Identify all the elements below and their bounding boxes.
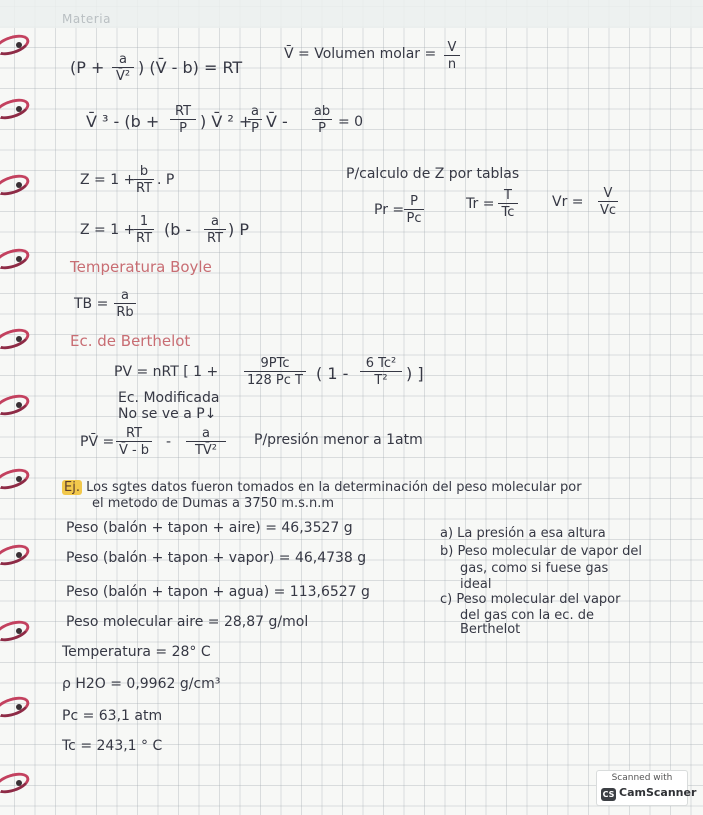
data-item: Pc = 63,1 atm [62, 708, 163, 724]
vdw-right: ) (V̄ - b) = RT [138, 58, 243, 77]
spiral-ring-icon [0, 396, 26, 410]
spiral-ring-icon [0, 774, 26, 788]
boyle-heading: Temperatura Boyle [70, 258, 212, 276]
spiral-ring-icon [0, 330, 26, 344]
exercise-tag: Ej. [64, 480, 80, 495]
data-item: Peso molecular aire = 28,87 g/mol [66, 614, 309, 630]
data-item: Peso (balón + tapon + aire) = 46,3527 g [66, 520, 353, 536]
berthelot-heading: Ec. de Berthelot [70, 332, 191, 350]
z-tables-title: P/calculo de Z por tablas [346, 166, 520, 182]
spiral-ring-icon [0, 622, 26, 636]
spiral-ring-icon [0, 100, 26, 114]
spiral-ring-icon [0, 470, 26, 484]
question-item: del gas con la ec. de [460, 608, 594, 623]
data-item: Peso (balón + tapon + vapor) = 46,4738 g [66, 550, 367, 566]
spiral-ring-icon [0, 698, 26, 712]
modified-eq-note: P/presión menor a 1atm [254, 432, 423, 448]
question-item: Berthelot [460, 622, 521, 637]
question-item: gas, como si fuese gas [460, 561, 609, 576]
spiral-ring-icon [0, 250, 26, 264]
camscanner-logo-icon: CS [602, 790, 615, 799]
data-item: Temperatura = 28° C [62, 644, 211, 660]
question-item: b) Peso molecular de vapor del [440, 544, 642, 559]
notebook-label: Materia [62, 12, 111, 26]
spiral-ring-icon [0, 176, 26, 190]
berthelot-note-pressure: No se ve a P↓ [118, 406, 217, 422]
question-item: ideal [460, 577, 492, 592]
exercise-line-1: Ej. Los sgtes datos fueron tomados en la determinación del peso molecular por [64, 480, 582, 495]
question-item: c) Peso molecular del vapor [440, 592, 621, 607]
data-item: Tc = 243,1 ° C [62, 738, 163, 754]
molar-volume-text: V̄ = Volumen molar = [284, 46, 437, 62]
question-item: a) La presión a esa altura [440, 526, 606, 541]
spiral-ring-icon [0, 546, 26, 560]
vdw-fraction: $\frac{a}{\text{V̄²}}$ [112, 52, 134, 84]
camscanner-watermark: Scanned with CS CamScanner [596, 770, 688, 806]
vdw-left: (P + [70, 58, 105, 77]
spiral-ring-icon [0, 36, 26, 50]
data-item: ρ H2O = 0,9962 g/cm³ [62, 676, 221, 692]
exercise-line-2: el metodo de Dumas a 3750 m.s.n.m [92, 496, 335, 511]
notebook-page: Materia (P + $\frac{a}{\text{V̄²}}$ ) (V̄ - b) = RT V̄ = Volumen molar = $\frac{V}{n}$ V̄ ³ - (b + $\frac{RT}{P}$ ) V̄ ² + $\frac{a}{P}$ V̄ - $\frac{ab}{P}$ = 0 Z = 1 + $\frac{b}{RT}$ . P Z = 1 + $\frac{1}{RT}$ (b - $\frac{a}{RT}$ ) P P/calculo de Z por tablas Pr = $\frac{P}{Pc}$ Tr = $\frac{T}{Tc}$ Vr = $\frac{V}{Vc}$ Temperatura Boyle TB = $\frac{a}{Rb}$ Ec. de Berthelot PV = nRT [ 1 + 9PTc 128 Pc T ( 1 - $\frac{\text{6 Tc²}}{\text{T²}}$ ) ] Ec. Modificada No se ve a P↓ PV̄ = $\frac{RT}{V̄ - b}$ - $\frac{a}{\text{TV̄²}}$ P/presión menor a 1atm Ej. Los sgtes datos fueron tomados en la determinación del peso molecular por el metodo de Dumas a 3750 m.s.n.m Peso (balón + tapon + aire) = 46,3527 g Peso (balón + tapon + vapor) = 46,4738 g Peso (balón + tapon + agua) = 113,6527 g Peso molecular aire = 28,87 g/mol Temperatura = 28° C ρ H2O = 0,9962 g/cm³ Pc = 63,1 atm Tc = 243,1 ° C a) La presión a esa altura b) Peso molecular de vapor del gas, como si fuese gas ideal c) Peso molecular del vapor del gas con la ec. de Berthelot Scanned with CS CamScanner [0, 0, 703, 815]
molar-volume-fraction: $\frac{V}{n}$ [444, 40, 460, 72]
data-item: Peso (balón + tapon + agua) = 113,6527 g [66, 584, 370, 600]
berthelot-note-modified: Ec. Modificada [118, 390, 220, 406]
